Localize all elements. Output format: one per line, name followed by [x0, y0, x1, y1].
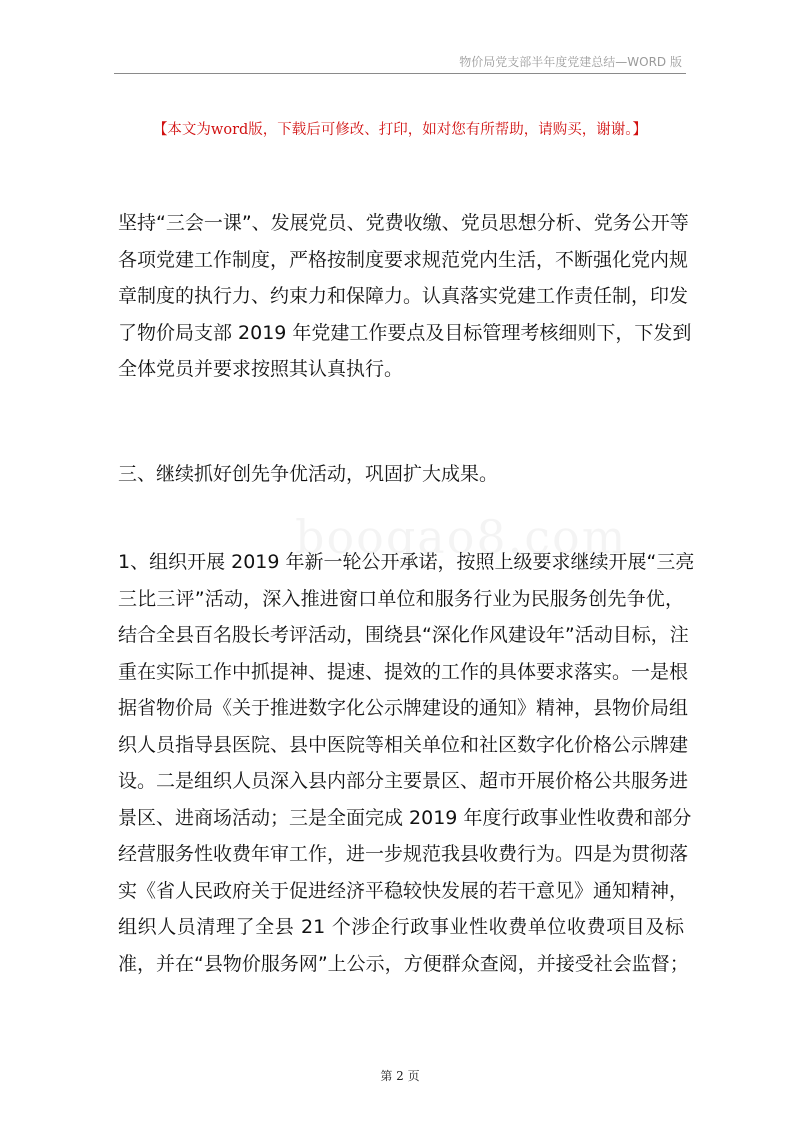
text-line: 结合全县百名股长考评活动，围绕县“深化作风建设年”活动目标，注	[118, 624, 689, 646]
purchase-notice: 【本文为word版，下载后可修改、打印，如对您有所帮助，请购买，谢谢。】	[152, 122, 648, 138]
text-line: 景区、进商场活动；三是全面完成 2019 年度行政事业性收费和部分	[118, 806, 692, 829]
text-line: 三、继续抓好创先争优活动，巩固扩大成果。	[118, 463, 499, 485]
header-divider	[114, 73, 686, 74]
header-title: 物价局党支部半年度党建总结—WORD 版	[459, 55, 682, 69]
text-line: 各项党建工作制度，严格按制度要求规范党内生活，不断强化党内规	[118, 248, 689, 271]
text-line: 全体党员并要求按照其认真执行。	[118, 358, 404, 380]
text-line: 章制度的执行力、约束力和保障力。认真落实党建工作责任制，印发	[118, 285, 689, 307]
text-line: 设。二是组织人员深入县内部分主要景区、超市开展价格公共服务进	[118, 770, 689, 792]
text-line: 1、组织开展 2019 年新一轮公开承诺，按照上级要求继续开展“三亮	[118, 551, 695, 573]
text-line: 重在实际工作中抓提神、提速、提效的工作的具体要求落实。一是根	[118, 660, 689, 683]
text-line: 织人员指导县医院、县中医院等相关单位和社区数字化价格公示牌建	[118, 733, 689, 756]
page-number: 第 2 页	[380, 1069, 420, 1083]
text-line: 了物价局支部 2019 年党建工作要点及目标管理考核细则下，下发到	[118, 321, 692, 344]
paragraph-activities	[118, 544, 695, 982]
text-line: 组织人员清理了全县 21 个涉企行政事业性收费单位收费项目及标	[118, 916, 684, 938]
text-line: 三比三评”活动，深入推进窗口单位和服务行业为民服务创先争优，	[118, 587, 684, 610]
text-line: 据省物价局《关于推进数字化公示牌建设的通知》精神，县物价局组	[118, 697, 689, 719]
section-heading	[118, 456, 684, 493]
paragraph-party-system	[118, 205, 692, 388]
text-line: 经营服务性收费年审工作，进一步规范我县收费行为。四是为贯彻落	[118, 843, 689, 865]
text-line: 实《省人民政府关于促进经济平稳较快发展的若干意见》通知精神，	[118, 879, 689, 902]
text-line: 坚持“三会一课”、发展党员、党费收缴、党员思想分析、党务公开等	[118, 212, 689, 234]
text-line: 准，并在“县物价服务网”上公示，方便群众查阅，并接受社会监督；	[118, 952, 689, 975]
